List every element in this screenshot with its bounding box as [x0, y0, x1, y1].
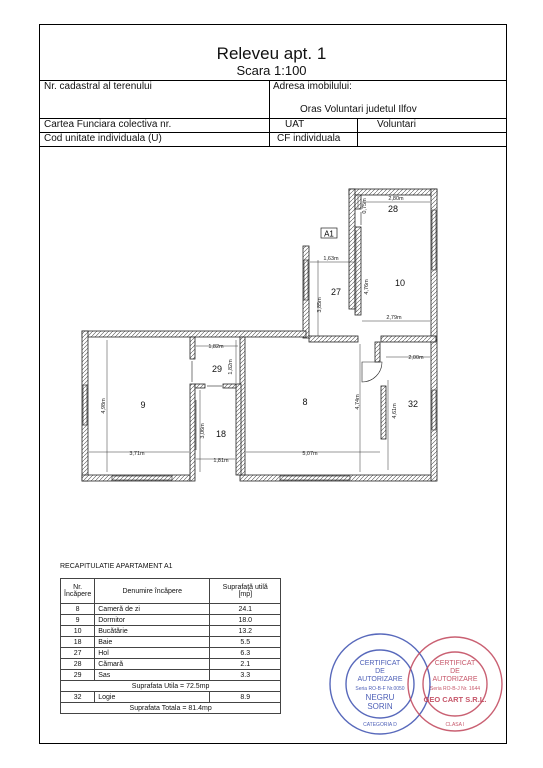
dimension-label: 0,75m [362, 198, 368, 214]
row-name: Cameră de zi [95, 604, 210, 615]
dimension-label: 1,63m [323, 256, 339, 262]
stamp-line: CERTIFICAT [434, 660, 476, 667]
walls [82, 189, 437, 481]
row-area: 3.3 [210, 670, 281, 681]
row-area: 2.1 [210, 659, 281, 670]
room-number: 27 [330, 287, 342, 297]
stamp-ring [408, 637, 502, 731]
room-number: 9 [140, 400, 146, 410]
row-nr: 29 [61, 670, 95, 681]
recap-table [60, 578, 281, 714]
room-numbers [140, 204, 418, 439]
row-nr: 28 [61, 659, 95, 670]
dimension-label: 1,82m [228, 359, 234, 375]
table-row [61, 648, 281, 659]
header-nr: Nr. Încăpere [61, 579, 95, 604]
uat-value: Voluntari [377, 119, 416, 130]
stamp-line: AUTORIZARE [357, 676, 403, 683]
windows [83, 210, 436, 480]
subtotal-row [61, 681, 281, 692]
table-row [61, 615, 281, 626]
dimension-label: 1,81m [213, 458, 229, 464]
table-row [61, 626, 281, 637]
row-name: Hol [95, 648, 210, 659]
recap-header-row [61, 579, 281, 604]
cf-collective-label: Cartea Funciara colectiva nr. [44, 119, 172, 130]
unit-label: A1 [324, 229, 334, 239]
row-name: Cămară [95, 659, 210, 670]
stamp-line: Seria RO-B-J Nr. 1644 [429, 686, 481, 692]
row-nr: 18 [61, 637, 95, 648]
dimension-label: 4,61m [392, 403, 398, 419]
row-area: 8.9 [210, 692, 281, 703]
table-row [61, 637, 281, 648]
stamp-line: SORIN [367, 702, 393, 711]
dimension-label: 4,74m [355, 394, 361, 410]
stamp-line: GEO CART S.R.L. [423, 695, 487, 704]
uat-label: UAT [285, 119, 305, 130]
row-area: 24.1 [210, 604, 281, 615]
row-nr: 9 [61, 615, 95, 626]
room-number: 28 [387, 204, 399, 214]
dimension-label: 4,76m [364, 279, 370, 295]
dimension-label: 2,00m [408, 355, 424, 361]
total-row [61, 703, 281, 714]
cadastral-label: Nr. cadastral al terenului [44, 81, 152, 92]
row-area: 6.3 [210, 648, 281, 659]
recap-title: RECAPITULATIE APARTAMENT A1 [60, 563, 173, 570]
company-stamp [405, 630, 505, 738]
scale-label: Scara 1:100 [236, 63, 307, 78]
row-area: 18.0 [210, 615, 281, 626]
stamp-line: DE [375, 668, 385, 675]
room-number: 29 [211, 364, 223, 374]
row-name: Sas [95, 670, 210, 681]
address-label: Adresa imobilului: [273, 81, 352, 92]
room-number: 8 [302, 397, 308, 407]
dimension-label: 3,85m [317, 297, 323, 313]
stamp-line: DE [450, 668, 460, 675]
subtotal-text: Suprafata Utila = 72.5mp [61, 681, 281, 692]
table-row [61, 670, 281, 681]
room-number: 32 [407, 399, 419, 409]
table-row [61, 692, 281, 703]
row-nr: 8 [61, 604, 95, 615]
room-number: 10 [394, 278, 406, 288]
header-name: Denumire încăpere [95, 579, 210, 604]
row-name: Dormitor [95, 615, 210, 626]
cf-individual-label: CF individuala [277, 133, 341, 144]
dimension-label: 4,98m [101, 398, 107, 414]
row-name: Bucătărie [95, 626, 210, 637]
row-nr: 10 [61, 626, 95, 637]
row-area: 5.5 [210, 637, 281, 648]
dimension-label: 3,71m [129, 451, 145, 457]
stamp-line: NEGRU [365, 693, 395, 702]
table-row [61, 604, 281, 615]
table-row [61, 659, 281, 670]
row-name: Baie [95, 637, 210, 648]
stamp-line: Seria RO-B-F Nr.0050 [355, 686, 405, 692]
unit-code-label: Cod unitate individuala (U) [44, 133, 162, 144]
total-text: Suprafata Totala = 81.4mp [61, 703, 281, 714]
dimension-label: 2,80m [388, 196, 404, 202]
dimension-label: 1,82m [208, 344, 224, 350]
dimension-label: 3,06m [200, 423, 206, 439]
stamp-line: AUTORIZARE [432, 676, 478, 683]
dimension-label: 2,79m [386, 315, 402, 321]
dimension-labels [101, 196, 424, 464]
stamp-line: CERTIFICAT [359, 660, 401, 667]
header-area: Suprafaţă utilă [mp] [210, 579, 281, 604]
row-area: 13.2 [210, 626, 281, 637]
dimension-label: 5,07m [302, 451, 318, 457]
row-nr: 27 [61, 648, 95, 659]
stamp-line: CLASA I [445, 722, 465, 728]
address-value: Oras Voluntari judetul Ilfov [300, 104, 417, 115]
row-name: Logie [95, 692, 210, 703]
room-number: 18 [215, 429, 227, 439]
page-title: Releveu apt. 1 [216, 44, 327, 63]
row-nr: 32 [61, 692, 95, 703]
stamp-line: CATEGORIA D [363, 722, 397, 728]
